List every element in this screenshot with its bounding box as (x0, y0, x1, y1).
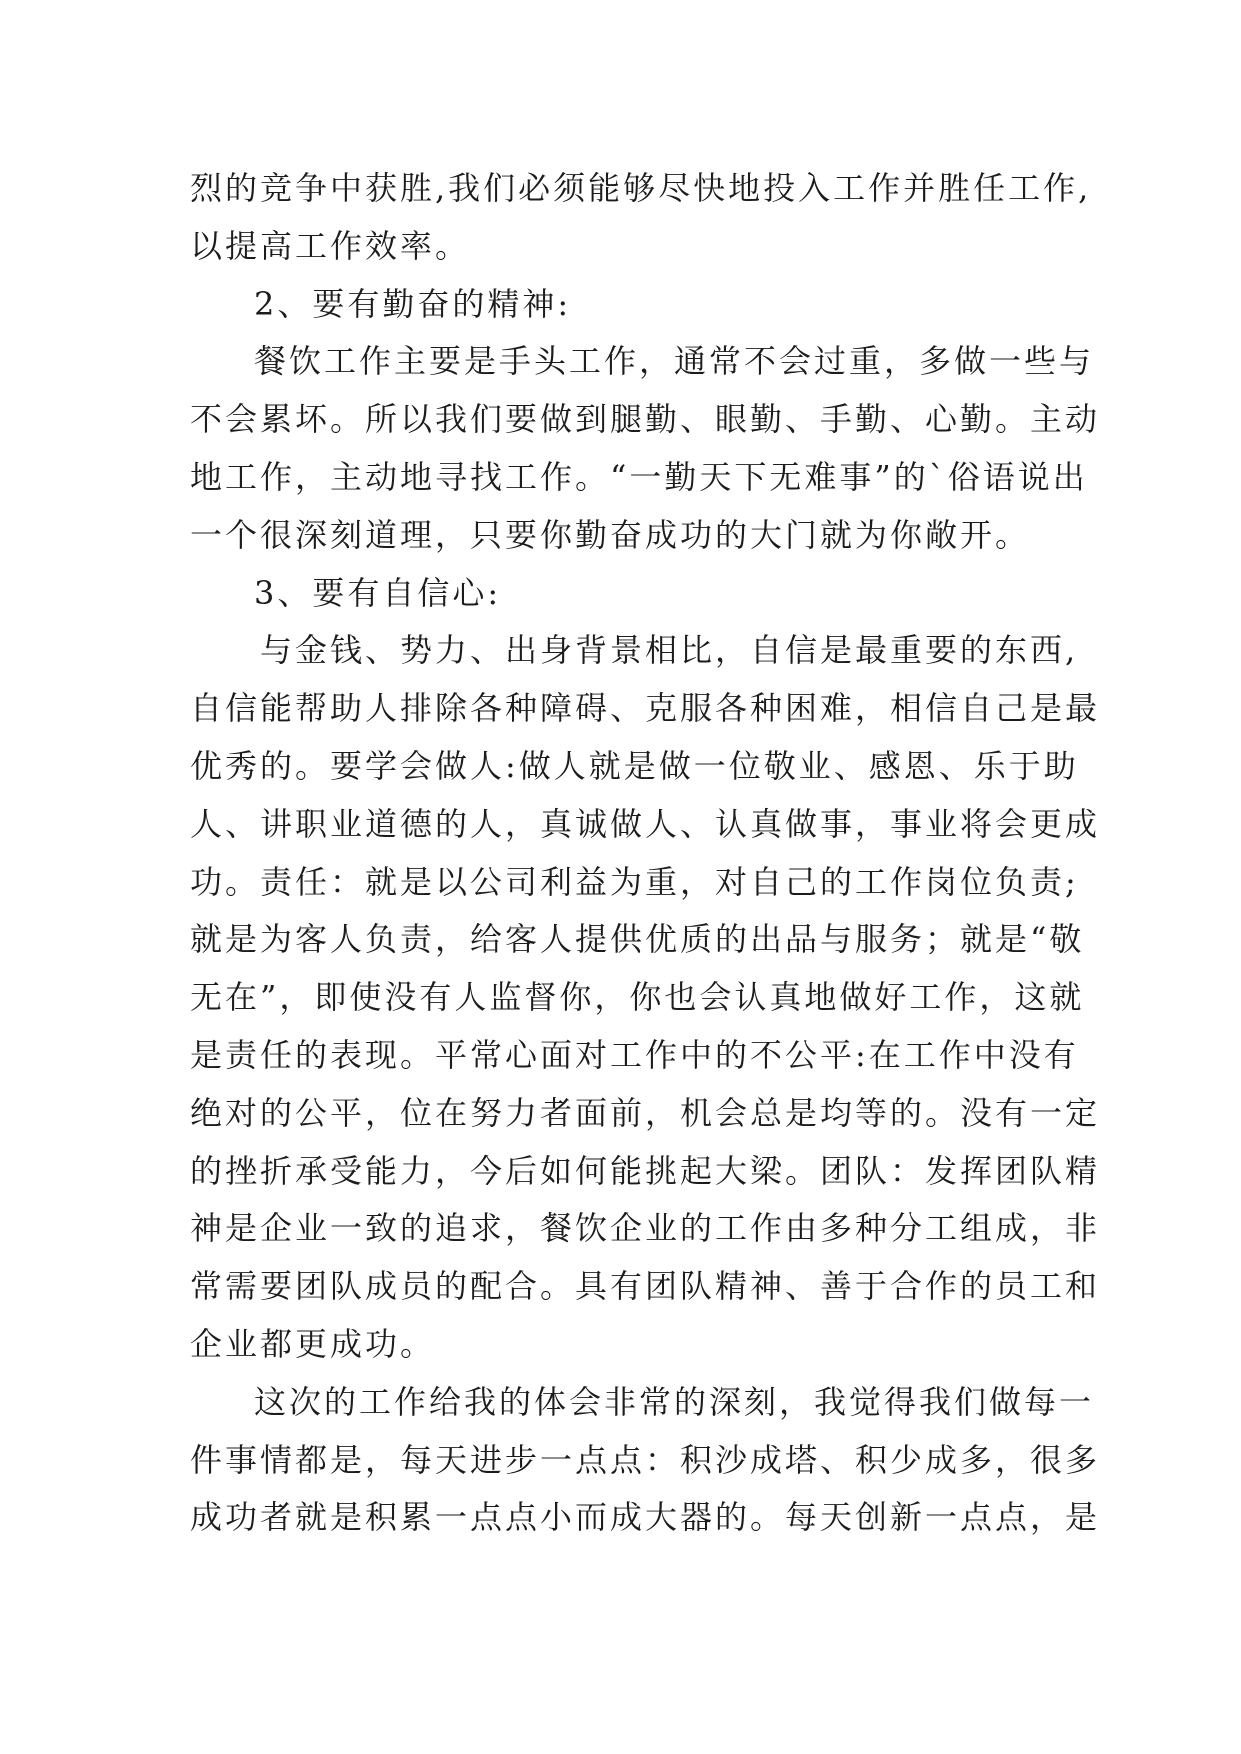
text-line: 这次的工作给我的体会非常的深刻，我觉得我们做每一 (254, 1382, 1095, 1421)
text-line: 常需要团队成员的配合。具有团队精神、善于合作的员工和 (190, 1267, 1101, 1306)
text-line: 绝对的公平，位在努力者面前，机会总是均等的。没有一定 (190, 1093, 1101, 1132)
text-line: 企业都更成功。 (190, 1324, 436, 1363)
text-line: 与金钱、势力、出身背景相比，自信是最重要的东西, (260, 631, 1079, 670)
text-line: 优秀的。要学会做人:做人就是做一位敬业、感恩、乐于助 (190, 746, 1079, 785)
text-line: 烈的竞争中获胜,我们必须能够尽快地投入工作并胜任工作, (190, 169, 1092, 207)
text-line: 的挫折承受能力，今后如何能挑起大梁。团队：发挥团队精 (190, 1151, 1101, 1190)
text-line: 功。责任：就是以公司利益为重，对自己的工作岗位负责; (190, 862, 1079, 901)
text-line: 人、讲职业道德的人，真诚做人、认真做事，事业将会更成 (190, 804, 1101, 843)
document-body (190, 160, 1101, 1547)
text-line: 成功者就是积累一点点小而成大器的。每天创新一点点，是 (190, 1498, 1101, 1537)
text-line: 是责任的表现。平常心面对工作中的不公平:在工作中没有 (190, 1035, 1079, 1074)
text-line: 地工作，主动地寻找工作。“一勤天下无难事”的`俗语说出 (190, 457, 1088, 496)
text-line: 无在”，即使没有人监督你，你也会认真地做好工作，这就 (190, 978, 1085, 1017)
text-line: 以提高工作效率。 (190, 226, 471, 265)
section-heading: 2、要有勤奋的精神: (254, 284, 572, 323)
section-heading: 3、要有自信心: (254, 573, 502, 612)
text-line: 神是企业一致的追求，餐饮企业的工作由多种分工组成，非 (190, 1209, 1101, 1248)
text-line: 不会累坏。所以我们要做到腿勤、眼勤、手勤、心勤。主动 (190, 400, 1101, 439)
text-line: 餐饮工作主要是手头工作，通常不会过重，多做一些与 (254, 342, 1095, 381)
text-line: 自信能帮助人排除各种障碍、克服各种困难，相信自己是最 (190, 689, 1101, 728)
text-line: 件事情都是，每天进步一点点：积沙成塔、积少成多，很多 (190, 1440, 1101, 1479)
text-line: 就是为客人负责，给客人提供优质的出品与服务；就是“敬 (190, 920, 1085, 959)
text-line: 一个很深刻道理，只要你勤奋成功的大门就为你敞开。 (190, 515, 1031, 554)
